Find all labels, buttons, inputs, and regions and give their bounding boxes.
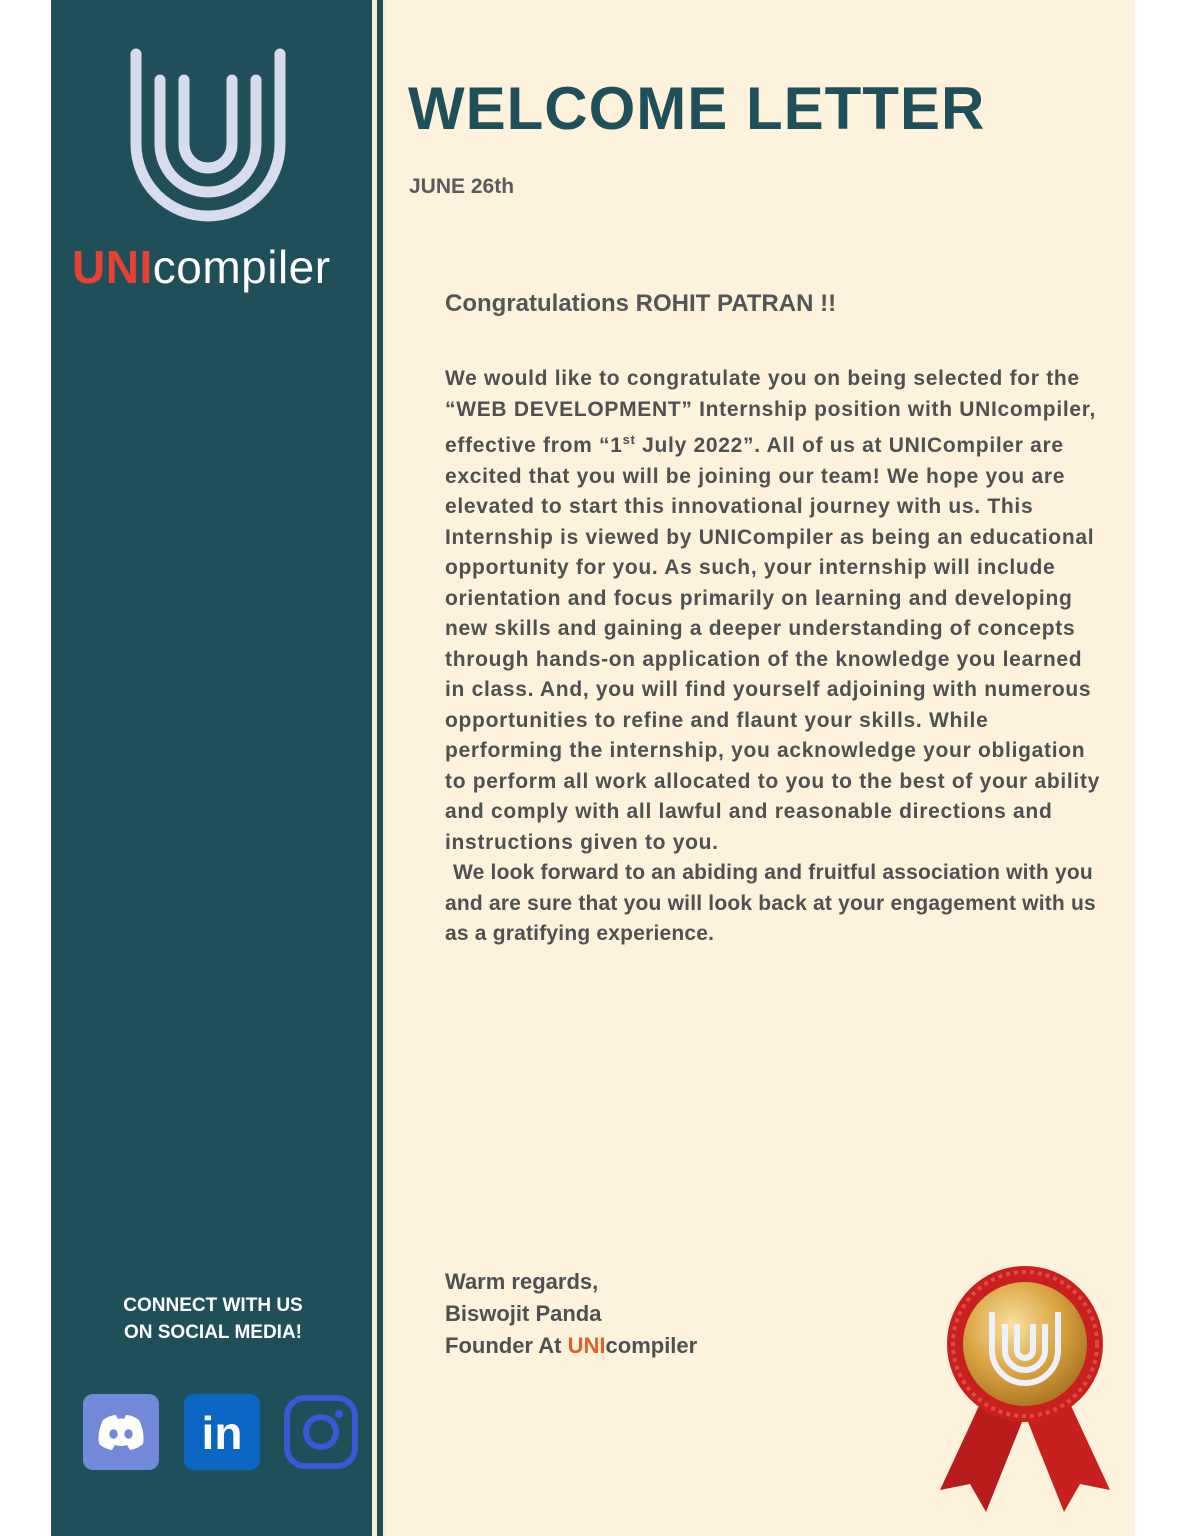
closing-line: Warm regards, bbox=[445, 1269, 599, 1294]
connect-line-1: CONNECT WITH US bbox=[123, 1295, 303, 1316]
discord-button[interactable] bbox=[83, 1394, 159, 1470]
body-p1-part2: July 2022”. All of us at UNICompiler are excited that you will be joining our team! We hope you are elevated to start this innovational journey with us. This Internship is viewed by UNICompiler as being an educational opportunity for you. As such, your internship will include orientation and focus primarily on learning and developing new skills and gaining a deeper understanding of concepts through hands-on application of the knowledge you learned in class. And, you will find yourself adjoining with numerous opportunities to refine and flaunt your skills. While performing the internship, you acknowledge your obligation to perform all work allocated to you to the best of your ability and comply with all lawful and reasonable directions and instructions given to you. bbox=[445, 434, 1101, 854]
divider-stripe-left bbox=[367, 0, 372, 1536]
page-title: WELCOME LETTER bbox=[408, 75, 986, 142]
unicompiler-logo-icon bbox=[126, 44, 290, 229]
instagram-icon bbox=[283, 1394, 359, 1470]
body-paragraph-2: We look forward to an abiding and fruitful association with you and are sure that you will look back at your engagement with us as a gratifying experience. bbox=[445, 861, 1096, 945]
signature-block bbox=[445, 1266, 697, 1362]
connect-social-heading bbox=[60, 1292, 366, 1346]
instagram-button[interactable] bbox=[283, 1394, 359, 1470]
linkedin-button[interactable] bbox=[184, 1394, 260, 1470]
role-uni: UNI bbox=[567, 1333, 606, 1358]
divider-stripe-right bbox=[377, 0, 383, 1536]
brand-uni: UNI bbox=[72, 241, 153, 293]
brand-wordmark bbox=[72, 240, 331, 294]
greeting: Congratulations ROHIT PATRAN !! bbox=[445, 290, 837, 317]
signatory-name: Biswojit Panda bbox=[445, 1301, 602, 1326]
linkedin-glyph: in bbox=[201, 1407, 243, 1459]
award-medal-icon bbox=[930, 1262, 1120, 1512]
linkedin-icon bbox=[184, 1394, 260, 1470]
letter-body bbox=[445, 364, 1105, 950]
discord-icon bbox=[83, 1394, 159, 1470]
role-compiler: compiler bbox=[605, 1333, 698, 1358]
signatory-role bbox=[445, 1330, 697, 1362]
body-p1-part1: We would like to congratulate you on being selected for the “WEB DEVELOPMENT” Internship position with UNIcompiler, effective from “1 bbox=[445, 367, 1097, 457]
connect-line-2: ON SOCIAL MEDIA! bbox=[123, 1322, 303, 1343]
brand-compiler: compiler bbox=[152, 241, 331, 293]
body-paragraph-1 bbox=[445, 364, 1105, 858]
letter-date: JUNE 26th bbox=[409, 175, 515, 198]
role-prefix: Founder At bbox=[445, 1333, 568, 1358]
ordinal-suffix: st bbox=[622, 432, 636, 447]
